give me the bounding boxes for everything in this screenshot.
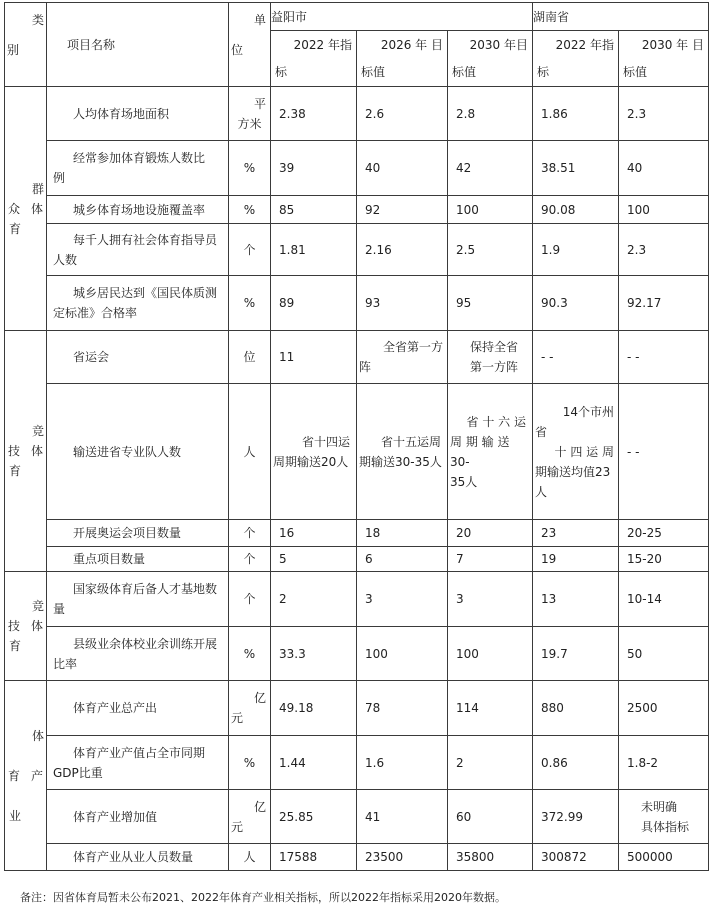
hunan-2022-value: 13 [533,572,619,627]
yiyang-2030-value: 2 [448,736,533,790]
table-footnote: 备注：因省体育局暂未公布2021、2022年体育产业相关指标，所以2022年指标采用2020年数据。 [20,891,506,904]
yiyang-2030-value: 60 [448,790,533,844]
hunan-2022-value: 23 [533,520,619,547]
item-name: 体育产业产值占全市同期 GDP比重 [47,736,229,790]
category-competitive-sports: 竞 技 体 育 [5,331,47,572]
yiyang-2026-value: 100 [357,627,448,681]
yiyang-2030-value: 100 [448,196,533,224]
yiyang-2030-value: 2.5 [448,224,533,276]
yiyang-2022-value: 1.81 [271,224,357,276]
hunan-2022-value: 90.08 [533,196,619,224]
yiyang-2026-value: 2.16 [357,224,448,276]
yiyang-2026-value: 40 [357,141,448,196]
yiyang-2022-value: 16 [271,520,357,547]
hunan-2030-value: 50 [619,627,709,681]
table-row [5,224,709,276]
item-name: 体育产业从业人员数量 [47,844,229,871]
hunan-2030-value: - - [619,384,709,520]
item-name: 输送进省专业队人数 [47,384,229,520]
yiyang-2022-value: 11 [271,331,357,384]
item-name: 省运会 [47,331,229,384]
hunan-2030-value: 1.8-2 [619,736,709,790]
table-row [5,141,709,196]
item-name: 开展奥运会项目数量 [47,520,229,547]
yiyang-2022-value: 1.44 [271,736,357,790]
hunan-2030-value: 2500 [619,681,709,736]
hunan-2022-value: 19 [533,547,619,572]
category-competitive-sports-2: 竞 技 体 育 [5,572,47,681]
item-unit: % [229,141,271,196]
table-row [5,844,709,871]
hunan-2030-value: 40 [619,141,709,196]
yiyang-2026-value: 93 [357,276,448,331]
hunan-2022-value: - - [533,331,619,384]
header-yiyang-2026: 2026 年 目 标值 [357,31,448,87]
item-name: 人均体育场地面积 [47,87,229,141]
header-unit: 单 位 [229,3,271,87]
yiyang-2030-value: 35800 [448,844,533,871]
table-row [5,572,709,627]
yiyang-2022-value: 2.38 [271,87,357,141]
item-unit: 亿 元 [229,681,271,736]
header-yiyang-2030: 2030 年目 标值 [448,31,533,87]
item-unit: 位 [229,331,271,384]
yiyang-2026-value: 全省第一方 阵 [357,331,448,384]
yiyang-2026-value: 1.6 [357,736,448,790]
item-name: 国家级体育后备人才基地数 量 [47,572,229,627]
yiyang-2030-value: 100 [448,627,533,681]
yiyang-2030-value: 114 [448,681,533,736]
yiyang-2026-value: 92 [357,196,448,224]
yiyang-2022-value: 85 [271,196,357,224]
hunan-2022-value: 19.7 [533,627,619,681]
yiyang-2026-value: 18 [357,520,448,547]
table-row [5,331,709,384]
hunan-2030-value: 100 [619,196,709,224]
item-unit: 人 [229,384,271,520]
item-name: 城乡体育场地设施覆盖率 [47,196,229,224]
table-row [5,547,709,572]
header-category: 类 别 [5,3,47,87]
yiyang-2026-value: 2.6 [357,87,448,141]
table-row [5,520,709,547]
yiyang-2026-value: 41 [357,790,448,844]
item-unit: 平 方米 [229,87,271,141]
item-unit: % [229,736,271,790]
hunan-2022-value: 1.9 [533,224,619,276]
table-row [5,790,709,844]
yiyang-2022-value: 39 [271,141,357,196]
yiyang-2026-value: 3 [357,572,448,627]
hunan-2022-value: 372.99 [533,790,619,844]
yiyang-2030-value: 7 [448,547,533,572]
category-mass-sports: 群 众 体 育 [5,87,47,331]
header-row-1 [5,3,709,31]
item-name: 经常参加体育锻炼人数比 例 [47,141,229,196]
yiyang-2030-value: 20 [448,520,533,547]
item-unit: % [229,627,271,681]
hunan-2030-value: 2.3 [619,87,709,141]
header-item-name: 项目名称 [47,3,229,87]
hunan-2022-value: 90.3 [533,276,619,331]
hunan-2022-value: 880 [533,681,619,736]
item-name: 每千人拥有社会体育指导员 人数 [47,224,229,276]
table-row [5,627,709,681]
hunan-2030-value: 未明确 具体指标 [619,790,709,844]
yiyang-2030-value: 95 [448,276,533,331]
header-hunan-2030: 2030 年 目 标值 [619,31,709,87]
yiyang-2022-value: 17588 [271,844,357,871]
yiyang-2026-value: 6 [357,547,448,572]
header-hunan-2022: 2022 年指 标 [533,31,619,87]
table-row [5,384,709,520]
item-unit: 个 [229,572,271,627]
hunan-2030-value: 500000 [619,844,709,871]
yiyang-2022-value: 2 [271,572,357,627]
yiyang-2030-value: 省 十 六 运 周 期 输 送 30- 35人 [448,384,533,520]
item-name: 体育产业总产出 [47,681,229,736]
item-unit: % [229,196,271,224]
table-row [5,681,709,736]
yiyang-2030-value: 2.8 [448,87,533,141]
sports-indicator-table [4,2,709,871]
hunan-2022-value: 14个市州 省 十 四 运 周 期输送均值23 人 [533,384,619,520]
item-unit: 亿 元 [229,790,271,844]
hunan-2022-value: 0.86 [533,736,619,790]
header-hunan: 湖南省 [533,3,709,31]
yiyang-2022-value: 33.3 [271,627,357,681]
yiyang-2022-value: 5 [271,547,357,572]
table-row [5,276,709,331]
item-unit: 个 [229,520,271,547]
hunan-2030-value: - - [619,331,709,384]
hunan-2022-value: 38.51 [533,141,619,196]
hunan-2030-value: 2.3 [619,224,709,276]
yiyang-2030-value: 42 [448,141,533,196]
item-name: 城乡居民达到《国民体质测 定标准》合格率 [47,276,229,331]
hunan-2030-value: 10-14 [619,572,709,627]
yiyang-2022-value: 省十四运 周期输送20人 [271,384,357,520]
hunan-2022-value: 300872 [533,844,619,871]
item-name: 重点项目数量 [47,547,229,572]
yiyang-2022-value: 49.18 [271,681,357,736]
yiyang-2026-value: 78 [357,681,448,736]
item-name: 县级业余体校业余训练开展 比率 [47,627,229,681]
item-unit: 人 [229,844,271,871]
item-unit: 个 [229,224,271,276]
category-sports-industry: 体 育 产 业 [5,681,47,871]
yiyang-2022-value: 25.85 [271,790,357,844]
hunan-2022-value: 1.86 [533,87,619,141]
yiyang-2030-value: 3 [448,572,533,627]
item-name: 体育产业增加值 [47,790,229,844]
hunan-2030-value: 20-25 [619,520,709,547]
table-row [5,196,709,224]
yiyang-2022-value: 89 [271,276,357,331]
yiyang-2026-value: 省十五运周 期输送30-35人 [357,384,448,520]
header-yiyang-2022: 2022 年指 标 [271,31,357,87]
item-unit: % [229,276,271,331]
yiyang-2030-value: 保持全省 第一方阵 [448,331,533,384]
table-row [5,87,709,141]
hunan-2030-value: 15-20 [619,547,709,572]
header-yiyang: 益阳市 [271,3,533,31]
yiyang-2026-value: 23500 [357,844,448,871]
hunan-2030-value: 92.17 [619,276,709,331]
item-unit: 个 [229,547,271,572]
table-row [5,736,709,790]
